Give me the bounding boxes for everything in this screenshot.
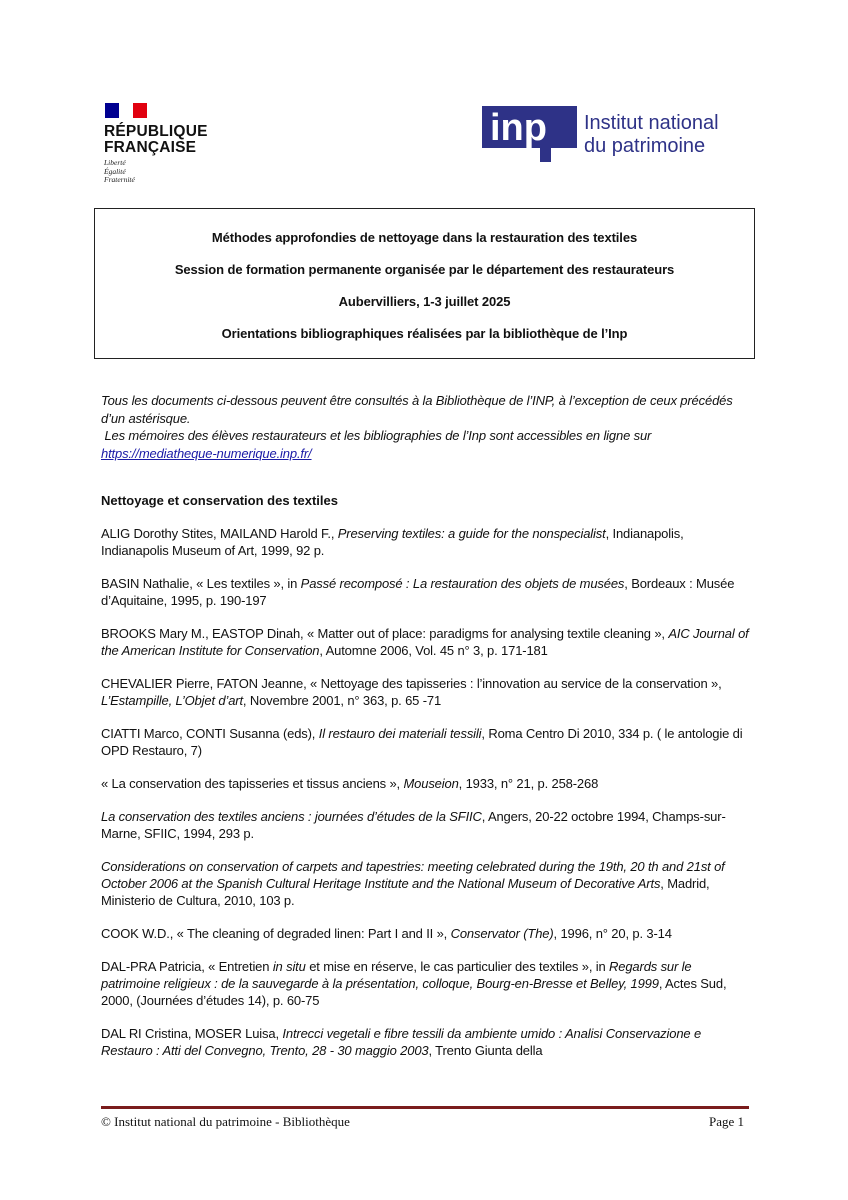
entry-title-italic: Passé recomposé : La restauration des objets de musées: [300, 576, 625, 591]
entry-text: , Automne 2006, Vol. 45 n° 3, p. 171-181: [319, 643, 548, 658]
document-subtitle: Session de formation permanente organisée par le département des restaurateurs: [174, 262, 675, 277]
bibliography-entry: [101, 958, 753, 1009]
entry-text: , Trento Giunta della: [428, 1043, 543, 1058]
entry-text: DAL RI Cristina, MOSER Luisa,: [101, 1026, 283, 1041]
entry-title-italic: L’Estampille, L’Objet d’art: [101, 693, 243, 708]
bibliography-list: [101, 525, 753, 1075]
mediatheque-link[interactable]: https://mediatheque-numerique.inp.fr/: [101, 445, 312, 461]
header-note: Orientations bibliographiques réalisées par la bibliothèque de l’Inp: [221, 326, 628, 341]
entry-text: BASIN Nathalie, « Les textiles », in: [101, 576, 301, 591]
entry-text: « La conservation des tapisseries et tissus anciens »,: [101, 776, 404, 791]
bibliography-entry: [101, 775, 753, 792]
entry-text: DAL-PRA Patricia, « Entretien: [101, 959, 273, 974]
page-number: Page 1: [709, 1114, 745, 1129]
rf-motto: Liberté Égalité Fraternité: [104, 158, 135, 184]
entry-text: , Angers, 20-22 octobre 1994, Champs-sur-Marne, SFIIC, 1994, 293 p.: [101, 809, 726, 841]
entry-title-italic: Intrecci vegetali e fibre tessili da ambiente umido : Analisi Conservazione e Restauro : Atti del Convegno, Trento, 28 - 30 maggio 2003: [101, 1026, 702, 1058]
entry-text: ALIG Dorothy Stites, MAILAND Harold F.,: [101, 526, 338, 541]
entry-text: CHEVALIER Pierre, FATON Jeanne, « Nettoyage des tapisseries : l’innovation au service de la conservation »,: [101, 676, 722, 691]
bibliography-entry: [101, 725, 753, 759]
footer-copyright: © Institut national du patrimoine - Bibliothèque: [101, 1114, 350, 1129]
entry-text: BROOKS Mary M., EASTOP Dinah, « Matter out of place: paradigms for analysing textile cleaning »,: [101, 626, 669, 641]
entry-text: , 1996, n° 20, p. 3-14: [553, 926, 672, 941]
entry-title-italic: AIC Journal of the American Institute for Conservation: [101, 626, 749, 658]
entry-text: , Actes Sud, 2000, (Journées d’études 14), p. 60-75: [101, 976, 727, 1008]
entry-text: COOK W.D., « The cleaning of degraded linen: Part I and II »,: [101, 926, 451, 941]
inp-acronym: inp: [490, 107, 547, 149]
republique-francaise-logo: [104, 103, 214, 185]
entry-title-italic: Preserving textiles: a guide for the nonspecialist: [337, 526, 606, 541]
bibliography-entry: [101, 858, 753, 909]
entry-text: , Indianapolis, Indianapolis Museum of Art, 1999, 92 p.: [101, 526, 684, 558]
inp-logo-mark-icon: [482, 106, 577, 162]
bibliography-entry: [101, 675, 753, 709]
entry-text: , Roma Centro Di 2010, 334 p. ( le antologie di OPD Restauro, 7): [101, 726, 743, 758]
entry-title-italic: Mouseion: [403, 776, 459, 791]
entry-text: CIATTI Marco, CONTI Susanna (eds),: [101, 726, 319, 741]
section-title: Nettoyage et conservation des textiles: [101, 493, 338, 508]
footer-rule: [101, 1106, 749, 1109]
header-box: [94, 208, 755, 359]
entry-text: , Novembre 2001, n° 363, p. 65 -71: [242, 693, 442, 708]
inp-name: Institut national du patrimoine: [584, 112, 719, 157]
inp-logo: [482, 104, 752, 164]
bibliography-entry: [101, 625, 753, 659]
marianne-flag-icon: [105, 103, 147, 118]
bibliography-entry: [101, 808, 753, 842]
bibliography-entry: [101, 525, 753, 559]
bibliography-entry: [101, 575, 753, 609]
entry-title-italic: Il restauro dei materiali tessili: [318, 726, 482, 741]
document-title: Méthodes approfondies de nettoyage dans la restauration des textiles: [211, 230, 638, 245]
intro-paragraph: Tous les documents ci-dessous peuvent être consultés à la Bibliothèque de l’INP, à l’exception de ceux précédés d’un astérisque. Les mémoires des élèves restaurateurs et les bibliographies de l’Inp sont accessibles en ligne sur https://mediatheque-numerique.inp.fr/: [101, 393, 733, 461]
rf-wordmark: RÉPUBLIQUE FRANÇAISE: [104, 123, 208, 156]
bibliography-entry: [101, 925, 753, 942]
entry-text: et mise en réserve, le cas particulier des textiles », in: [305, 959, 610, 974]
entry-title-italic: Considerations on conservation of carpets and tapestries: meeting celebrated during the 19th, 20 th and 21st of October 2006 at the Spanish Cultural Heritage Institute and the National Museum of Decorative Arts: [101, 859, 725, 891]
bibliography-entry: [101, 1025, 753, 1059]
entry-title-italic: La conservation des textiles anciens : journées d’études de la SFIIC: [101, 809, 482, 824]
entry-title-italic: Conservator (The): [450, 926, 554, 941]
entry-text: , 1933, n° 21, p. 258-268: [458, 776, 599, 791]
entry-text: , Bordeaux : Musée d’Aquitaine, 1995, p. 190-197: [101, 576, 735, 608]
entry-title-italic: Regards sur le patrimoine religieux : de la sauvegarde à la présentation, colloque, Bourg-en-Bresse et Belley, 1999: [101, 959, 692, 991]
entry-title-italic: in situ: [272, 959, 306, 974]
entry-text: , Madrid, Ministerio de Cultura, 2010, 103 p.: [101, 876, 710, 908]
place-date: Aubervilliers, 1-3 juillet 2025: [338, 294, 511, 309]
